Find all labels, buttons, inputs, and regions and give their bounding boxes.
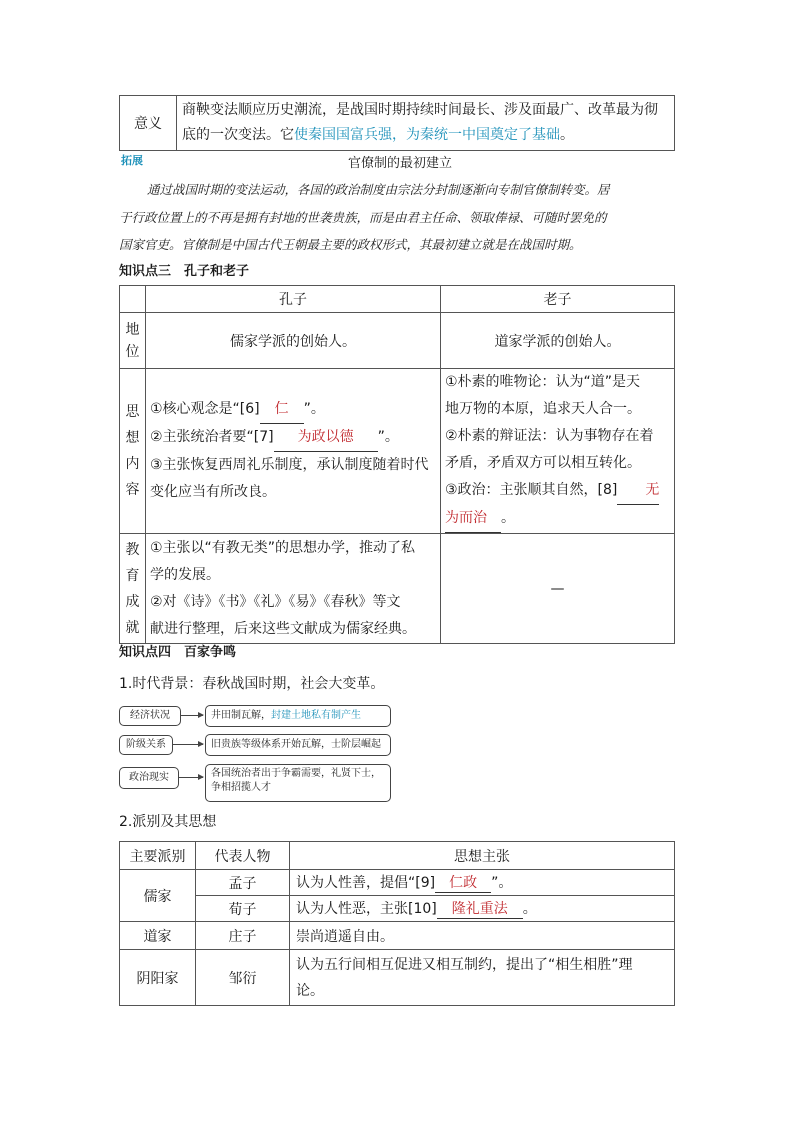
col-header-laozi: 老子 (441, 286, 675, 313)
label-char: 内 (125, 456, 140, 472)
flow-arrow-3 (178, 777, 203, 778)
section3-heading: 知识点三 孔子和老子 (119, 264, 250, 279)
text: ①核心观念是“[6] (150, 401, 260, 417)
text: ②主张统治者要“[7] (150, 429, 274, 445)
school-rujia: 儒家 (120, 870, 196, 922)
kongzi-edu-line-4: 献进行整理，后来这些文献成为儒家经典。 (150, 620, 416, 637)
flow-label-class: 阶级关系 (119, 735, 173, 755)
laozi-thought (441, 369, 675, 534)
text: 认为五行间相互促进又相互制约，提出了“相生相胜”理 (296, 956, 633, 973)
text: ”。 (491, 875, 513, 891)
label-char: 成 (125, 593, 140, 610)
col-header-kongzi: 孔子 (146, 286, 441, 313)
laozi-thought-line-4: 矛盾，矛盾双方可以相互转化。 (445, 455, 641, 471)
section4-sub1: 1.时代背景：春秋战国时期，社会大变革。 (119, 676, 385, 692)
kongzi-edu-line-1: ①主张以“有教无类”的思想办学，推动了私 (150, 539, 416, 556)
flow-result-economy (205, 705, 391, 727)
text: 认为人性恶，主张[10] (296, 901, 437, 917)
answer-blank-8a: 无 (617, 477, 659, 505)
text: 认为人性善，提倡“[9] (296, 875, 436, 891)
laozi-status: 道家学派的创始人。 (441, 313, 675, 369)
answer-blank-8b: 为而治 (445, 505, 501, 533)
answer-blank-9: 仁政 (435, 872, 491, 893)
expand-line-2: 于行政位置上的不再是拥有封地的世袭贵族，而是由君主任命、领取俸禄、可随时罢免的 (119, 209, 607, 225)
expand-title: 官僚制的最初建立 (347, 156, 452, 171)
text: ③政治：主张顺其自然，[8] (445, 482, 618, 498)
significance-text (177, 96, 675, 151)
kongzi-status: 儒家学派的创始人。 (146, 313, 441, 369)
laozi-thought-line-5 (445, 477, 670, 505)
text: 各国统治者出于争霸需要，礼贤下士， (211, 768, 381, 779)
label-char: 地 (125, 321, 140, 338)
person-xunzi: 荀子 (196, 896, 290, 922)
idea-xunzi (290, 896, 675, 922)
row-label-education (120, 534, 146, 644)
person-zhuangzi: 庄子 (196, 922, 290, 950)
expand-line-1: 通过战国时期的变法运动，各国的政治制度由宗法分封制逐渐向专制官僚制转变。居 (147, 182, 610, 197)
person-mengzi: 孟子 (196, 870, 290, 896)
section4-heading: 知识点四 百家争鸣 (119, 645, 237, 660)
significance-line-1: 商鞅变法顺应历史潮流，是战国时期持续时间最长、涉及面最广、改革最为彻 (182, 102, 658, 118)
idea-zhuangzi: 崇尚逍遥自由。 (290, 922, 675, 950)
kongzi-laozi-table (119, 285, 675, 644)
expand-tag: 拓展 (121, 154, 143, 167)
text: ”。 (377, 429, 399, 445)
expand-line-3: 国家官吏。官僚制是中国古代王朝最主要的政权形式，其最初建立就是在战国时期。 (119, 237, 582, 252)
significance-line-2: 底的一次变法。它 (182, 127, 294, 143)
kongzi-thought-line-3: ③主张恢复西周礼乐制度，承认制度随着时代 (150, 457, 429, 473)
text: 争相招揽人才 (211, 782, 271, 793)
flow-label-economy: 经济状况 (119, 706, 181, 726)
kongzi-thought-line-2 (150, 424, 436, 452)
label-char: 教 (125, 541, 140, 558)
significance-end: 。 (560, 127, 574, 143)
flow-label-politics: 政治现实 (119, 767, 179, 789)
row-label-status (120, 313, 146, 369)
schools-header-school: 主要派别 (120, 842, 196, 870)
text: 。 (522, 901, 537, 917)
flow-arrow-2 (172, 744, 203, 745)
kongzi-thought-line-1 (150, 396, 436, 424)
person-zouyan: 邹衍 (196, 950, 290, 1006)
label-char: 想 (125, 430, 140, 446)
significance-table (119, 95, 675, 151)
text: 论。 (296, 982, 324, 999)
text: 井田制瓦解， (211, 710, 271, 721)
kongzi-education (146, 534, 441, 644)
laozi-thought-line-3: ②朴素的辩证法：认为事物存在着 (445, 428, 654, 444)
text: 。 (501, 510, 515, 526)
label-char: 位 (125, 343, 140, 360)
corner-cell (120, 286, 146, 313)
flow-result-class: 旧贵族等级体系开始瓦解，士阶层崛起 (205, 734, 391, 756)
significance-highlight: 使秦国国富兵强，为秦统一中国奠定了基础 (294, 127, 560, 143)
flow-result-politics (205, 764, 391, 802)
school-yinyang: 阴阳家 (120, 950, 196, 1006)
label-char: 思 (125, 404, 140, 420)
kongzi-edu-line-2: 学的发展。 (150, 566, 220, 583)
schools-header-idea: 思想主张 (290, 842, 675, 870)
answer-blank-6: 仁 (260, 396, 304, 424)
text: ”。 (303, 401, 325, 417)
significance-label: 意义 (120, 96, 177, 151)
laozi-thought-line-6 (445, 505, 670, 533)
idea-zouyan (290, 950, 675, 1006)
label-char: 容 (125, 482, 140, 498)
answer-blank-10: 隆礼重法 (437, 898, 523, 919)
schools-header-person: 代表人物 (196, 842, 290, 870)
answer-blank-7: 为政以德 (274, 424, 378, 452)
flow-arrow-1 (180, 715, 203, 716)
kongzi-edu-line-3: ②对《诗》《书》《礼》《易》《春秋》等文 (150, 593, 401, 610)
laozi-education: — (441, 534, 675, 644)
idea-mengzi (290, 870, 675, 896)
laozi-thought-line-2: 地万物的本原，追求天人合一。 (445, 401, 641, 417)
label-char: 就 (125, 619, 140, 636)
expand-paragraph (119, 176, 679, 259)
label-char: 育 (125, 567, 140, 584)
section4-sub2: 2.派别及其思想 (119, 814, 217, 830)
laozi-thought-line-1: ①朴素的唯物论：认为“道”是天 (445, 374, 641, 390)
school-daojia: 道家 (120, 922, 196, 950)
kongzi-thought-line-4: 变化应当有所改良。 (150, 484, 276, 500)
kongzi-thought (146, 369, 441, 534)
row-label-thought (120, 369, 146, 534)
flow-result-economy-highlight: 封建土地私有制产生 (271, 710, 361, 721)
schools-table (119, 841, 675, 1006)
